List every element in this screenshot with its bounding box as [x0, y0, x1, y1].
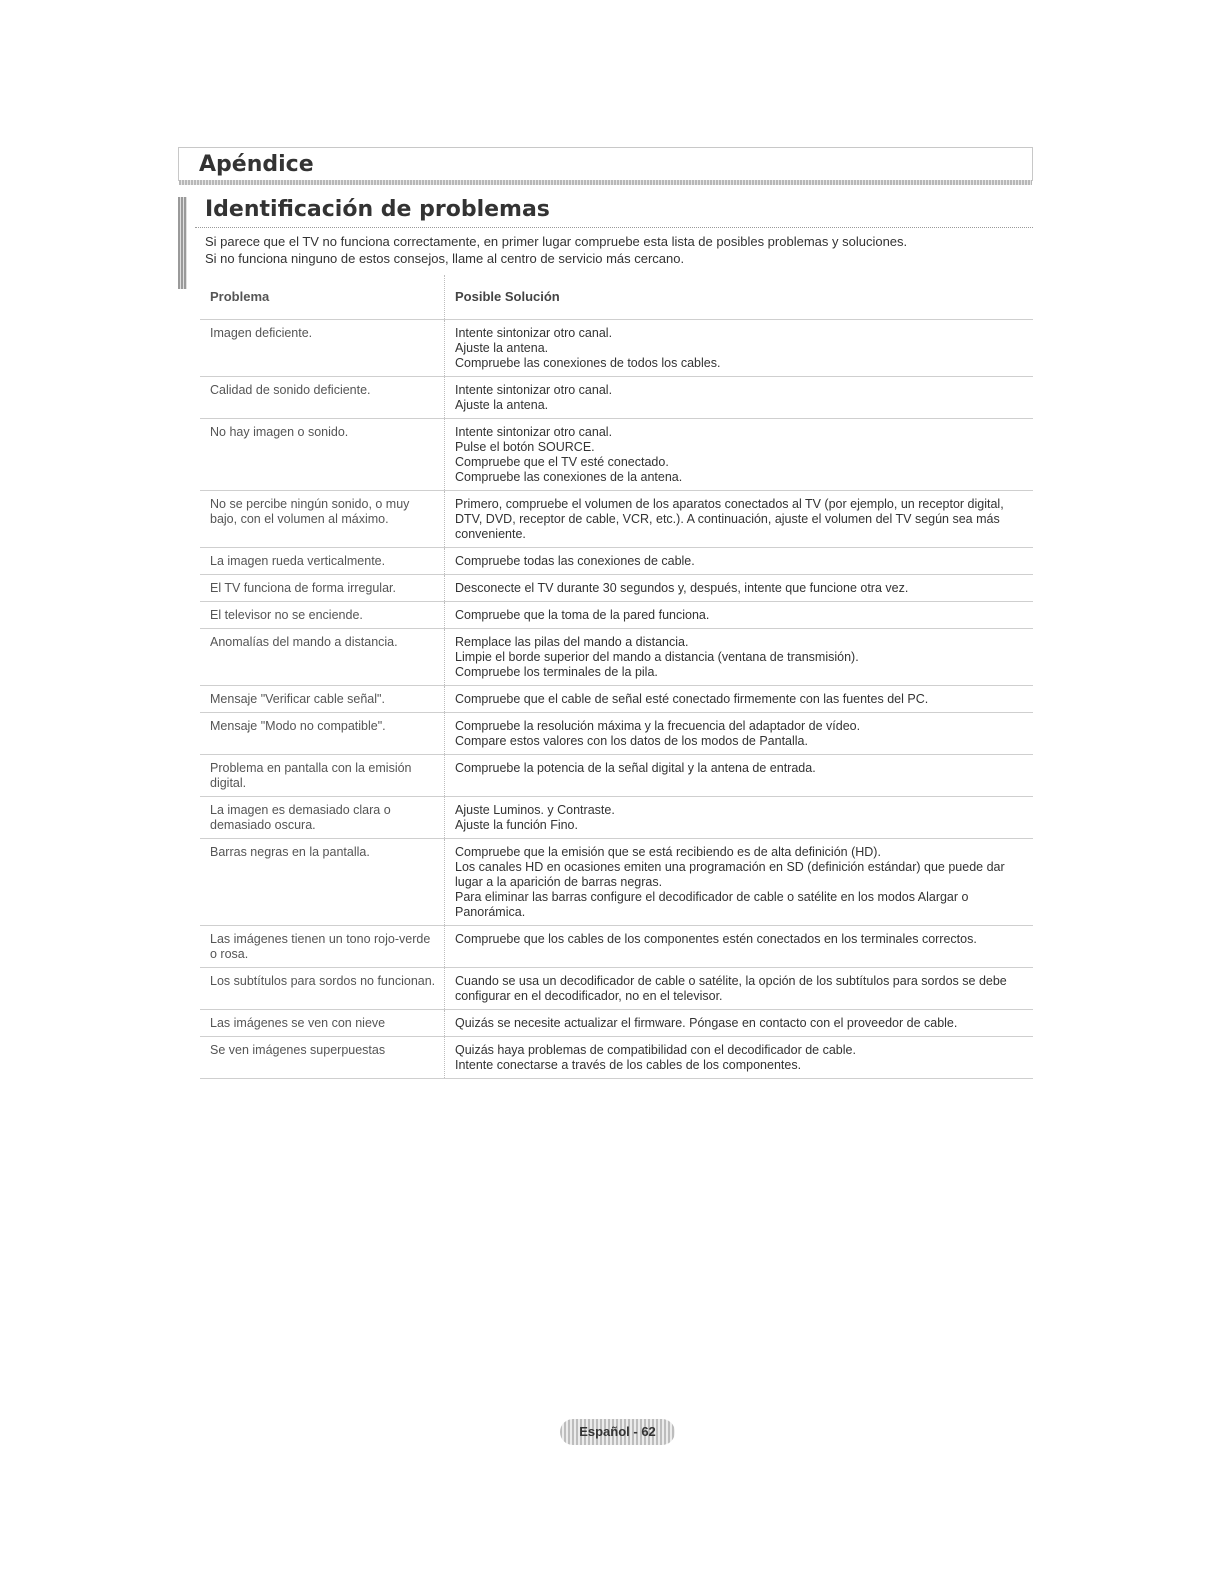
solution-line: Compruebe los terminales de la pila.	[455, 665, 658, 679]
problem-cell: Calidad de sonido deficiente.	[200, 377, 445, 419]
solution-cell	[445, 575, 1034, 602]
solution-cell	[445, 320, 1034, 377]
solution-line: Ajuste la función Fino.	[455, 818, 578, 832]
solution-line: Compruebe que la toma de la pared funciona.	[455, 608, 710, 622]
problem-cell: Barras negras en la pantalla.	[200, 839, 445, 926]
table-body	[200, 320, 1033, 1079]
table-row	[200, 839, 1033, 926]
table-row	[200, 377, 1033, 419]
page-title: Identificación de problemas	[205, 197, 550, 222]
solution-line: Desconecte el TV durante 30 segundos y, después, intente que funcione otra vez.	[455, 581, 909, 595]
problem-cell: El televisor no se enciende.	[200, 602, 445, 629]
section-title: Apéndice	[199, 152, 314, 177]
header-problem: Problema	[200, 275, 445, 320]
table-row	[200, 629, 1033, 686]
problem-cell: El TV funciona de forma irregular.	[200, 575, 445, 602]
solution-cell	[445, 797, 1034, 839]
problem-cell: Mensaje "Verificar cable señal".	[200, 686, 445, 713]
table-row	[200, 575, 1033, 602]
table-row	[200, 968, 1033, 1010]
solution-line: Intente conectarse a través de los cables de los componentes.	[455, 1058, 802, 1072]
solution-line: Ajuste Luminos. y Contraste.	[455, 803, 615, 817]
solution-line: Compruebe las conexiones de todos los cables.	[455, 356, 721, 370]
problem-cell: Las imágenes tienen un tono rojo-verde o rosa.	[200, 926, 445, 968]
troubleshooting-table	[200, 275, 1033, 1079]
solution-line: Remplace las pilas del mando a distancia.	[455, 635, 689, 649]
solution-line: Compruebe que los cables de los componentes estén conectados en los terminales correctos.	[455, 932, 977, 946]
solution-line: Ajuste la antena.	[455, 341, 549, 355]
table-row	[200, 797, 1033, 839]
header-solution: Posible Solución	[445, 275, 1034, 320]
intro-line: Si parece que el TV no funciona correctamente, en primer lugar compruebe esta lista de posibles problemas y soluciones.	[205, 234, 908, 249]
problem-cell: Las imágenes se ven con nieve	[200, 1010, 445, 1037]
solution-cell	[445, 755, 1034, 797]
problem-cell: Anomalías del mando a distancia.	[200, 629, 445, 686]
solution-line: Compruebe las conexiones de la antena.	[455, 470, 683, 484]
solution-cell	[445, 1010, 1034, 1037]
table-row	[200, 320, 1033, 377]
solution-line: Intente sintonizar otro canal.	[455, 425, 613, 439]
solution-cell	[445, 839, 1034, 926]
section-header	[178, 147, 1033, 181]
solution-line: Intente sintonizar otro canal.	[455, 326, 613, 340]
solution-cell	[445, 926, 1034, 968]
solution-line: Compruebe la potencia de la señal digital y la antena de entrada.	[455, 761, 816, 775]
intro-line: Si no funciona ninguno de estos consejos, llame al centro de servicio más cercano.	[205, 251, 685, 266]
solution-line: Limpie el borde superior del mando a distancia (ventana de transmisión).	[455, 650, 859, 664]
solution-line: Compruebe la resolución máxima y la frecuencia del adaptador de vídeo.	[455, 719, 861, 733]
solution-cell	[445, 713, 1034, 755]
solution-cell	[445, 629, 1034, 686]
solution-line: Quizás haya problemas de compatibilidad con el decodificador de cable.	[455, 1043, 856, 1057]
section-rule	[179, 180, 1032, 185]
intro-text	[205, 233, 1035, 267]
problem-cell: Se ven imágenes superpuestas	[200, 1037, 445, 1079]
solution-cell	[445, 686, 1034, 713]
solution-line: Quizás se necesite actualizar el firmware. Póngase en contacto con el proveedor de cable.	[455, 1016, 958, 1030]
solution-line: Primero, compruebe el volumen de los aparatos conectados al TV (por ejemplo, un receptor digital, DTV, DVD, receptor de cable, VCR, etc.). A continuación, ajuste el volumen del TV según sea más conveniente.	[455, 497, 1004, 541]
problem-cell: La imagen es demasiado clara o demasiado oscura.	[200, 797, 445, 839]
problem-cell: La imagen rueda verticalmente.	[200, 548, 445, 575]
solution-line: Ajuste la antena.	[455, 398, 549, 412]
table-header-row	[200, 275, 1033, 320]
table-row	[200, 491, 1033, 548]
table-row	[200, 713, 1033, 755]
table-row	[200, 602, 1033, 629]
table-row	[200, 548, 1033, 575]
problem-cell: Problema en pantalla con la emisión digital.	[200, 755, 445, 797]
solution-line: Compruebe que la emisión que se está recibiendo es de alta definición (HD).	[455, 845, 881, 859]
problem-cell: No se percibe ningún sonido, o muy bajo, con el volumen al máximo.	[200, 491, 445, 548]
solution-line: Cuando se usa un decodificador de cable o satélite, la opción de los subtítulos para sordos se debe configurar en el decodificador, no en el televisor.	[455, 974, 1007, 1003]
solution-line: Compare estos valores con los datos de los modos de Pantalla.	[455, 734, 808, 748]
table-row	[200, 419, 1033, 491]
solution-line: Intente sintonizar otro canal.	[455, 383, 613, 397]
solution-line: Los canales HD en ocasiones emiten una programación en SD (definición estándar) que puede dar lugar a la aparición de barras negras.	[455, 860, 1005, 889]
page-number-badge: Español - 62	[560, 1419, 675, 1445]
table-row	[200, 1037, 1033, 1079]
solution-cell	[445, 419, 1034, 491]
solution-line: Compruebe que el cable de señal esté conectado firmemente con las fuentes del PC.	[455, 692, 929, 706]
problem-cell: Imagen deficiente.	[200, 320, 445, 377]
table-row	[200, 926, 1033, 968]
title-divider	[195, 227, 1033, 228]
solution-cell	[445, 1037, 1034, 1079]
solution-line: Pulse el botón SOURCE.	[455, 440, 595, 454]
solution-line: Compruebe todas las conexiones de cable.	[455, 554, 695, 568]
side-stripe-decoration	[178, 197, 187, 289]
solution-cell	[445, 968, 1034, 1010]
table-row	[200, 1010, 1033, 1037]
problem-cell: Mensaje "Modo no compatible".	[200, 713, 445, 755]
solution-cell	[445, 377, 1034, 419]
solution-cell	[445, 548, 1034, 575]
problem-cell: Los subtítulos para sordos no funcionan.	[200, 968, 445, 1010]
solution-line: Para eliminar las barras configure el decodificador de cable o satélite en los modos Alargar o Panorámica.	[455, 890, 969, 919]
table-row	[200, 755, 1033, 797]
solution-cell	[445, 491, 1034, 548]
solution-line: Compruebe que el TV esté conectado.	[455, 455, 669, 469]
table-row	[200, 686, 1033, 713]
solution-cell	[445, 602, 1034, 629]
problem-cell: No hay imagen o sonido.	[200, 419, 445, 491]
